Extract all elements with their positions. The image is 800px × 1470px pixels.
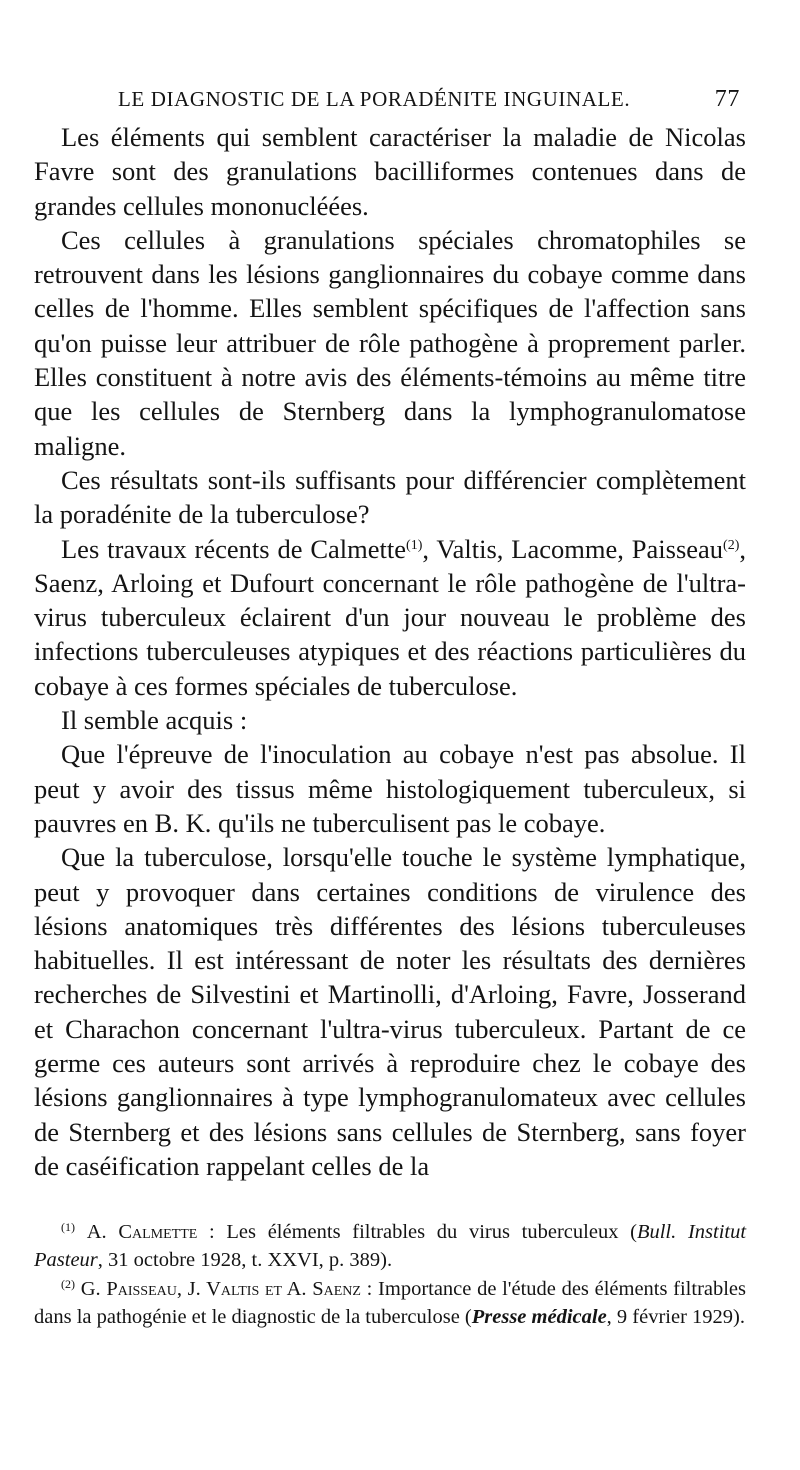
footnote-author: A. Calmette — [86, 1221, 198, 1243]
paragraph-1: Les éléments qui semblent caractériser la maladie de Nicolas Favre sont des granulations bacilliformes contenues dans de grandes cellules mononucléées. — [34, 122, 746, 221]
footnote-author: G. Paisseau, J. Valtis et A. Saenz — [80, 1277, 361, 1300]
footnotes — [34, 1218, 746, 1332]
footnote-1: $^{(1)}$ A. Calmette : Les éléments filtrables du virus tuberculeux (Bull. Institut Pasteur, 31 octobre 1928, t. XXVI, p. 389). — [34, 1220, 747, 1272]
footnote-2: $^{(2)}$ G. Paisseau, J. Valtis et A. Saenz : Importance de l'étude des éléments filtrables dans la pathogénie et le diagnostic de la tuberculose (Presse médicale, 9 février 1929). — [34, 1276, 747, 1329]
footnote-mark-2: (2) — [61, 1276, 75, 1291]
footnote-ref-2: (2) — [723, 537, 740, 553]
paragraph-6: Que l'épreuve de l'inoculation au cobaye n'est pas absolue. Il peut y avoir des tissus même histologiquement tuberculeux, si pauvres en B. K. qu'ils ne tuberculisent pas le cobaye. — [34, 739, 746, 838]
footnote-mark-1: (1) — [61, 1220, 75, 1234]
body-text — [34, 120, 746, 1183]
paragraph-5: Il semble acquis : — [61, 705, 248, 736]
paragraph-7: Que la tuberculose, lorsqu'elle touche le système lymphatique, peut y provoquer dans certaines conditions de virulence des lésions anatomiques très différentes des lésions tuberculeuses habituelles. Il est intéressant de noter les résultats des dernières recherches de Silvestini et Martinolli, d'Arloing, Favre, Josserand et Charachon concernant l'ultra-virus tuberculeux. Partant de ce germe ces auteurs sont arrivés à reproduire chez le cobaye des lésions ganglionnaires à type lymphogranulomateux avec cellules de Sternberg et des lésions sans cellules de Sternberg, sans foyer de caséification rappelant celles de la — [34, 842, 746, 1181]
running-head-title: LE DIAGNOSTIC DE LA PORADÉNITE INGUINALE. — [118, 87, 631, 111]
paragraph-4: Les travaux récents de Calmette$^{(1)}$, Valtis, Lacomme, Paisseau$^{(2)}$, Saenz, Arloing et Dufourt concernant le rôle pathogène de l'ultra-virus tuberculeux éclairent d'un jour nouveau le problème des infections tuberculeuses atypiques et des réactions particulières du cobaye à ces formes spéciales de tuberculose. — [34, 533, 746, 701]
footnote-ref-1: (1) — [406, 537, 423, 553]
paragraph-3: Ces résultats sont-ils suffisants pour différencier complètement la poradénite de la tuberculose? — [34, 464, 746, 530]
footnote-source: Presse médicale — [471, 1306, 607, 1329]
page-number: 77 — [714, 86, 740, 112]
running-head — [118, 82, 740, 116]
footnote-source: Bull. Institut Pasteur — [34, 1221, 747, 1272]
paragraph-2: Ces cellules à granulations spéciales chromatophiles se retrouvent dans les lésions ganglionnaires du cobaye comme dans celles de l'homme. Elles semblent spécifiques de l'affection sans qu'on puisse leur attribuer de rôle pathogène à proprement parler. Elles constituent à notre avis des éléments-témoins au même titre que les cellules de Sternberg dans la lymphogranulomatose maligne. — [34, 224, 746, 461]
